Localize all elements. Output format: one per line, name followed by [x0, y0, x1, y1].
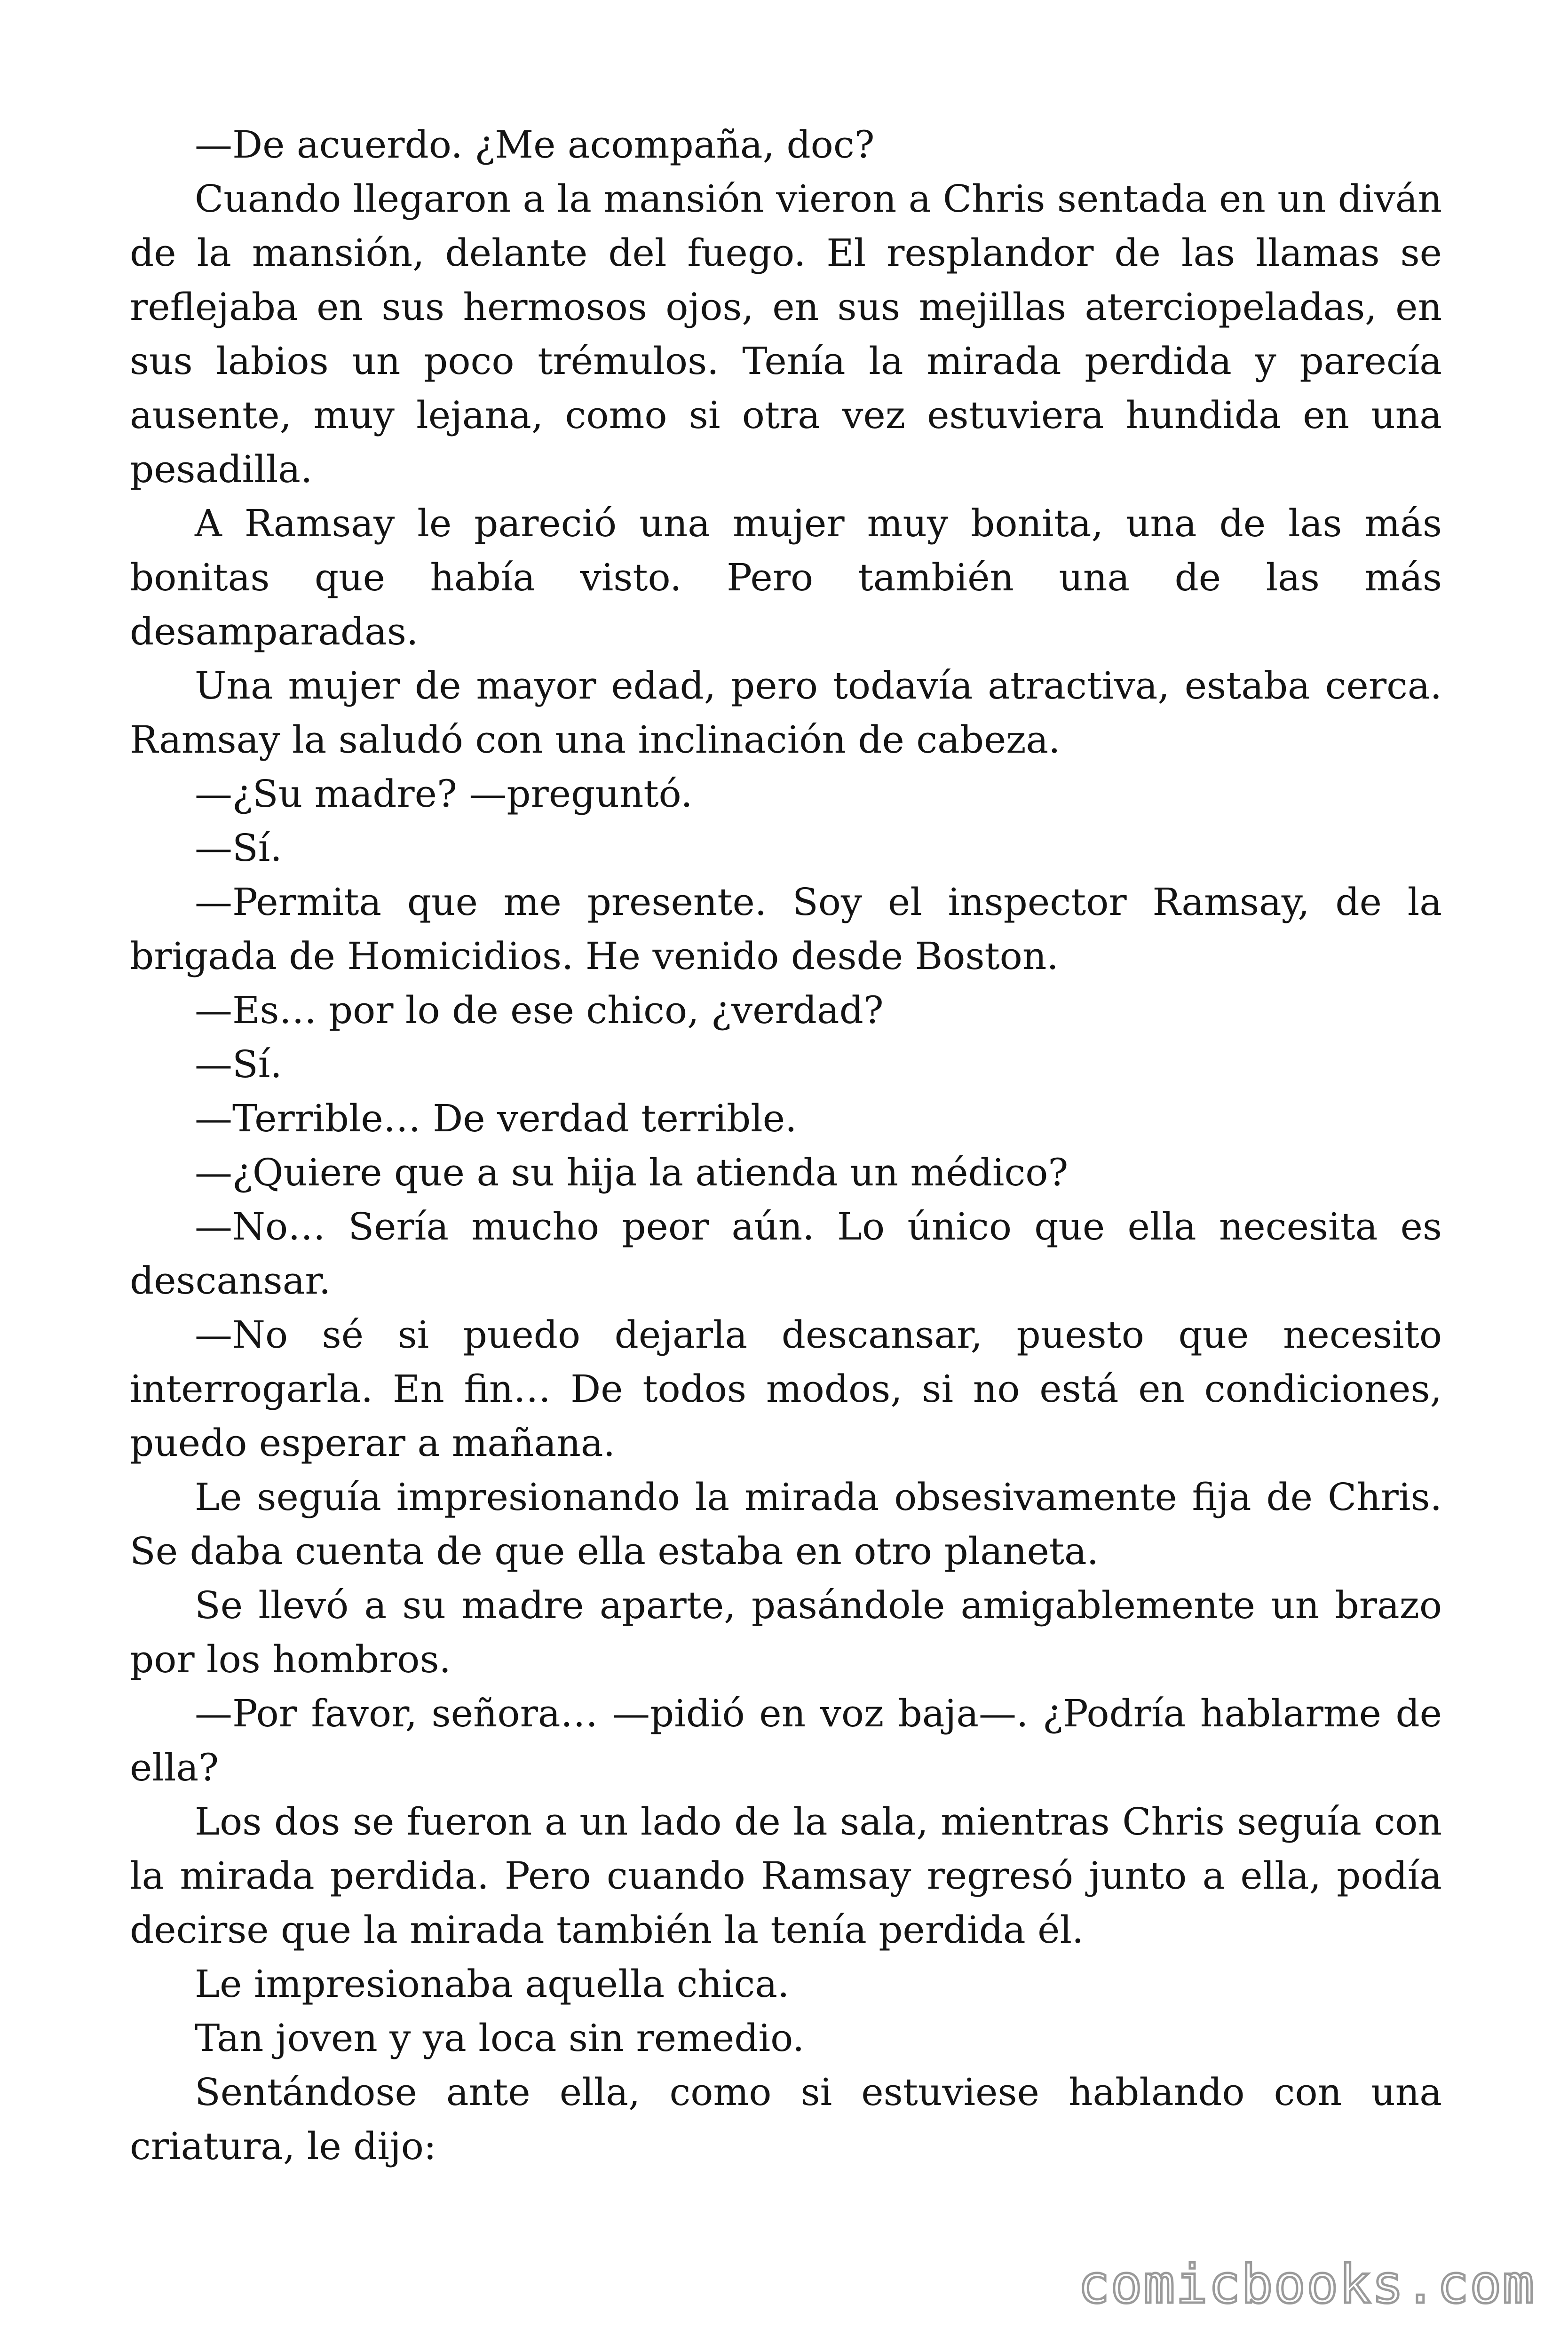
paragraph-12: —No… Sería mucho peor aún. Lo único que ella necesita es descansar.	[130, 1205, 1442, 1303]
paragraph-17: Los dos se fueron a un lado de la sala, mientras Chris seguía con la mirada perdida. Pero cuando Ramsay regresó junto a ella, podía decirse que la mirada también la tenía perdida él.	[130, 1800, 1442, 1952]
paragraph-18: Le impresionaba aquella chica.	[195, 1962, 790, 2006]
paragraph-8: —Es… por lo de ese chico, ¿verdad?	[195, 988, 884, 1032]
paragraph-13: —No sé si puedo dejarla descansar, puesto que necesito interrogarla. En fin… De todos modos, si no está en condiciones, puedo esperar a mañana.	[130, 1313, 1442, 1465]
paragraph-16: —Por favor, señora… —pidió en voz baja—. ¿Podría hablarme de ella?	[130, 1692, 1442, 1789]
paragraph-9: —Sí.	[195, 1042, 282, 1086]
paragraph-14: Le seguía impresionando la mirada obsesivamente fija de Chris. Se daba cuenta de que ella estaba en otro planeta.	[130, 1475, 1442, 1573]
watermark-text: comicbooks.com	[1077, 2254, 1535, 2315]
paragraph-19: Tan joven y ya loca sin remedio.	[195, 2016, 805, 2060]
book-page-text	[130, 118, 1442, 2173]
paragraph-3: A Ramsay le pareció una mujer muy bonita, una de las más bonitas que había visto. Pero también una de las más desamparadas.	[130, 501, 1442, 653]
paragraph-4: Una mujer de mayor edad, pero todavía atractiva, estaba cerca. Ramsay la saludó con una inclinación de cabeza.	[130, 664, 1442, 762]
paragraph-1: —De acuerdo. ¿Me acompaña, doc?	[195, 123, 875, 167]
paragraph-6: —Sí.	[195, 826, 282, 870]
paragraph-7: —Permita que me presente. Soy el inspector Ramsay, de la brigada de Homicidios. He venido desde Boston.	[130, 880, 1442, 978]
paragraph-10: —Terrible… De verdad terrible.	[195, 1097, 797, 1140]
paragraph-5: —¿Su madre? —preguntó.	[195, 772, 693, 816]
paragraph-20: Sentándose ante ella, como si estuviese hablando con una criatura, le dijo:	[130, 2070, 1442, 2168]
paragraph-2: Cuando llegaron a la mansión vieron a Chris sentada en un diván de la mansión, delante del fuego. El resplandor de las llamas se reflejaba en sus hermosos ojos, en sus mejillas aterciopeladas, en sus labios un poco trémulos. Tenía la mirada perdida y parecía ausente, muy lejana, como si otra vez estuviera hundida en una pesadilla.	[130, 177, 1442, 491]
paragraph-15: Se llevó a su madre aparte, pasándole amigablemente un brazo por los hombros.	[130, 1583, 1442, 1681]
paragraph-11: —¿Quiere que a su hija la atienda un médico?	[195, 1151, 1069, 1194]
